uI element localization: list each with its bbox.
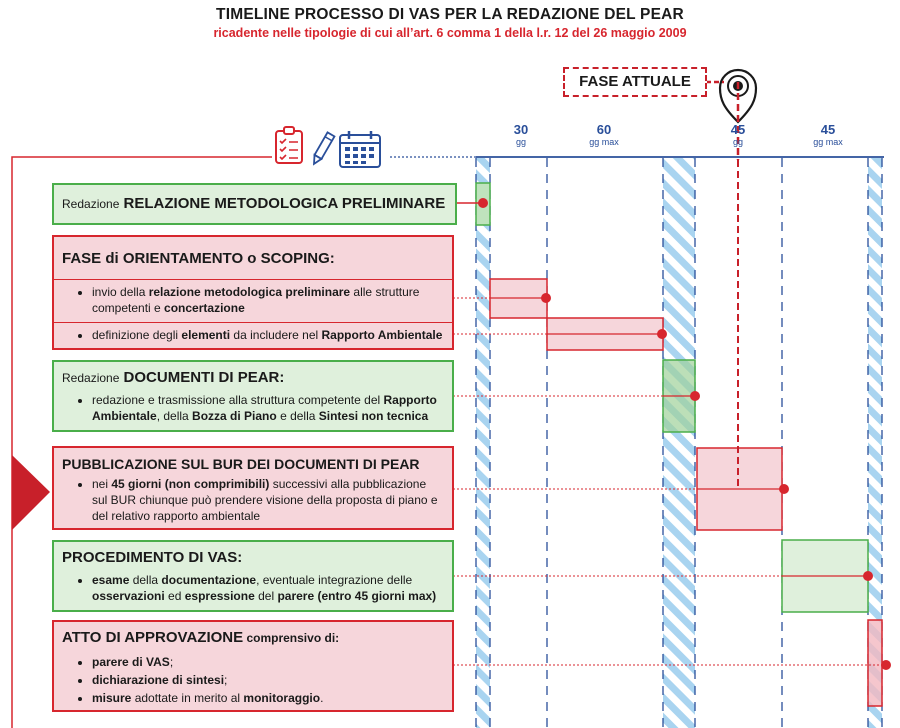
text: ed	[164, 589, 185, 603]
milestone-band-2	[663, 158, 695, 728]
text: successivi alla pubblicazione sul BUR chiunque può prendere visione della proposta di piano e del relativo rapporto ambientale	[92, 477, 438, 523]
column-duration: 30	[513, 122, 529, 137]
text-bold: esame	[92, 573, 130, 587]
column-header-4	[798, 122, 858, 147]
text-bold: misure	[92, 691, 132, 705]
phase-prefix: Redazione	[62, 197, 120, 211]
divider	[54, 279, 452, 280]
milestone-dot	[541, 293, 551, 303]
text-bold: espressione	[184, 589, 255, 603]
phase-scoping	[52, 235, 454, 350]
column-duration: 45	[820, 122, 836, 137]
phase-title	[62, 368, 444, 388]
text-bold: monitoraggio	[243, 691, 321, 705]
list-item	[92, 654, 444, 670]
column-unit: gg max	[813, 137, 843, 147]
milestone-band-1	[476, 158, 490, 728]
chart-subtitle: ricadente nelle tipologie di cui all’art. 6 comma 1 della l.r. 12 del 26 maggio 2009	[213, 26, 687, 40]
phase-title: PROCEDIMENTO DI VAS:	[62, 549, 243, 566]
text: redazione e trasmissione alla struttura competente del	[92, 393, 384, 407]
column-duration: 45	[730, 122, 746, 137]
text: nei	[92, 477, 112, 491]
phase-title	[62, 628, 444, 648]
text-bold: elementi	[181, 328, 231, 342]
text-bold: Bozza di Piano	[192, 409, 277, 423]
phase-title: FASE di ORIENTAMENTO o SCOPING:	[62, 250, 335, 267]
phase-title: PUBBLICAZIONE SUL BUR DEI DOCUMENTI DI PEAR	[62, 456, 420, 472]
phase-relazione-metodologica	[52, 183, 457, 225]
column-duration: 60	[596, 122, 612, 137]
text-bold: parere (entro 45 giorni max)	[277, 589, 437, 603]
text-bold: Sintesi non tecnica	[318, 409, 429, 423]
divider	[54, 322, 452, 323]
milestone-dot	[478, 198, 488, 208]
text-bold: relazione metodologica preliminare	[148, 285, 351, 299]
text-bold: osservazioni	[92, 589, 165, 603]
column-header-3	[717, 122, 759, 147]
text: da includere nel	[230, 328, 322, 342]
text: .	[320, 691, 324, 705]
milestone-dot	[779, 484, 789, 494]
milestone-dot	[881, 660, 891, 670]
text-bold: dichiarazione di sintesi	[92, 673, 225, 687]
calendar-icon	[340, 131, 380, 167]
phase-atto-approvazione	[52, 620, 454, 712]
current-phase-label: FASE ATTUALE	[563, 67, 707, 97]
list-item	[92, 392, 444, 424]
text-bold: parere di VAS	[92, 655, 170, 669]
list-item	[92, 284, 444, 316]
text-bold: Rapporto Ambientale	[92, 393, 437, 423]
milestone-dot	[690, 391, 700, 401]
phase-pubblicazione-bur	[52, 446, 454, 530]
phase-name: RELAZIONE METODOLOGICA PRELIMINARE	[123, 195, 446, 212]
list-item	[92, 327, 444, 343]
list-item	[92, 672, 444, 688]
phase-name: ATTO DI APPROVAZIONE	[62, 629, 244, 646]
text: alle strutture competenti e	[92, 285, 420, 315]
list-item	[92, 476, 444, 524]
phase-name: DOCUMENTI DI PEAR:	[123, 369, 285, 386]
text: definizione degli	[92, 328, 182, 342]
text: e della	[276, 409, 319, 423]
gantt-bar	[868, 620, 882, 706]
text: del	[254, 589, 278, 603]
text-bold: Rapporto Ambientale	[321, 328, 443, 342]
text: adottate in merito al	[131, 691, 244, 705]
milestone-dot	[657, 329, 667, 339]
column-unit: gg	[515, 137, 526, 147]
column-header-1	[500, 122, 542, 147]
list-item	[92, 572, 444, 604]
clipboard-checklist-icon	[276, 127, 302, 163]
text: ;	[224, 673, 228, 687]
chart-title: TIMELINE PROCESSO DI VAS PER LA REDAZIONE DEL PEAR	[216, 6, 684, 23]
text: invio della	[92, 285, 149, 299]
current-phase-arrow	[12, 455, 50, 530]
column-unit: gg	[732, 137, 743, 147]
column-unit: gg max	[589, 137, 619, 147]
text-bold: documentazione	[161, 573, 257, 587]
phase-title	[62, 194, 447, 214]
text: , eventuale integrazione delle	[256, 573, 413, 587]
column-header-2	[574, 122, 634, 147]
phase-suffix: comprensivo di:	[243, 631, 340, 645]
phase-procedimento-vas	[52, 540, 454, 612]
text: della	[129, 573, 162, 587]
text: ;	[169, 655, 174, 669]
phase-documenti-pear	[52, 360, 454, 432]
text-bold: concertazione	[164, 301, 245, 315]
list-item	[92, 690, 444, 706]
milestone-dot	[863, 571, 873, 581]
text-bold: 45 giorni (non comprimibili)	[111, 477, 270, 491]
phase-prefix: Redazione	[62, 371, 120, 385]
text: , della	[156, 409, 193, 423]
pencil-icon	[311, 132, 335, 165]
